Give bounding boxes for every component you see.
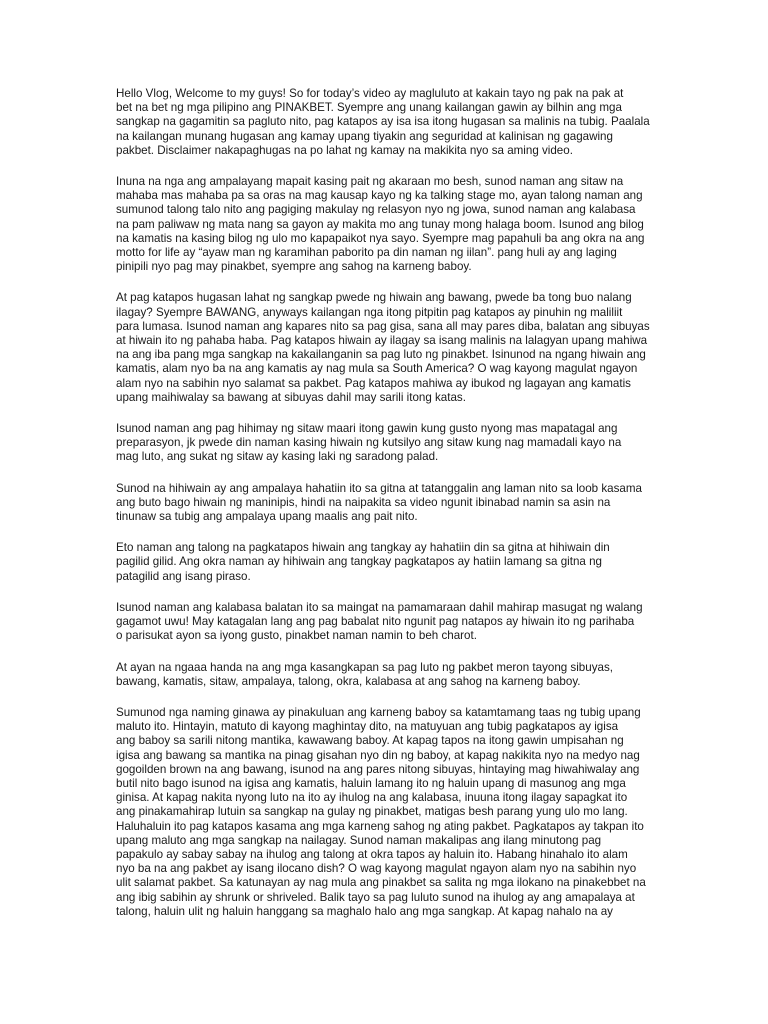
text-line: pinipili nyo pag may pinakbet, syempre ang sahog na karneng baboy. <box>116 260 472 274</box>
text-line: butil nito bago isunod na igisa ang kamatis, haluin lamang ito ng haluin upang di masunog ang mga <box>116 776 626 790</box>
text-line: Inuna na nga ang ampalayang mapait kasing pait ng akaraan mo besh, sunod naman ang sitaw na <box>116 175 624 189</box>
text-line: ang pinakamahirap lutuin sa sangkap na gulay ng pinakbet, matigas besh parang yung ulo mo lang. <box>116 805 628 819</box>
text-line: gagamot uwu! May katagalan lang ang pag babalat nito ngunit pag natapos ay hiwain ito ng parihaba <box>116 615 635 629</box>
paragraph-9 <box>116 706 656 919</box>
paragraph-5 <box>116 482 656 525</box>
text-line: o parisukat ayon sa iyong gusto, pinakbet naman namin to beh charot. <box>116 629 477 643</box>
text-line: na ang iba pang mga sangkap na kakailanganin sa pag luto ng pinakbet. Isinunod na ngang hiwain ang <box>116 348 646 362</box>
text-line: tinunaw sa tubig ang ampalaya upang maalis ang pait nito. <box>116 510 418 524</box>
text-line: mag luto, ang sukat ng sitaw ay kasing laki ng saradong palad. <box>116 450 439 464</box>
text-line: Sumunod nga naming ginawa ay pinakuluan ang karneng baboy sa katamtamang taas ng tubig upang <box>116 705 641 719</box>
text-line: Sunod na hihiwain ay ang ampalaya hahatiin ito sa gitna at tatanggalin ang laman nito sa loob kasama <box>116 481 642 495</box>
text-line: preparasyon, jk pwede din naman kasing hiwain ng kutsilyo ang sitaw kung nag mamadali kayo na <box>116 436 622 450</box>
text-line: maluto ito. Hintayin, matuto di kayong maghintay dito, na matuyuan ang tubig pagkatapos ay igisa <box>116 720 619 734</box>
text-line: nyo ba na ang pakbet ay isang ilocano dish? O wag kayong magulat ngayon alam nyo na sabihin nyo <box>116 862 637 876</box>
text-line: sangkap na gagamitin sa pagluto nito, pag katapos ay isa isa itong hugasan sa malinis na tubig. Paalala <box>116 115 650 129</box>
text-line: sumunod talong talo nito ang pagiging makulay ng relasyon nyo ng jowa, sunod naman ang kalabasa <box>116 203 636 217</box>
text-line: ang ibig sabihin ay shrunk or shriveled. Balik tayo sa pag luluto sunod na ihulog ay ang amapalaya at <box>116 890 635 904</box>
text-line: upang maluto ang mga sangkap na nailagay. Sunod naman makalipas ang ilang minutong pag <box>116 833 602 847</box>
text-line: Hello Vlog, Welcome to my guys! So for today’s video ay magluluto at kakain tayo ng pak na pak at <box>116 87 624 100</box>
text-line: Isunod naman ang kalabasa balatan ito sa maingat na pamamaraan dahil mahirap masugat ng walang <box>116 600 643 614</box>
document-body <box>116 87 656 936</box>
text-line: At ayan na ngaaa handa na ang mga kasangkapan sa pag luto ng pakbet meron tayong sibuyas, <box>116 660 613 674</box>
text-line: ginisa. At kapag nakita nyong luto na ito ay ihulog na ang kalabasa, inuuna itong ilagay sapagkat ito <box>116 791 628 805</box>
text-line: na kamatis na kasing bilog ng ulo mo kapapaikot nya sayo. Syempre mag papahuli ba ang okra na ang <box>116 231 645 245</box>
text-line: Haluhaluin ito pag katapos kasama ang mga karneng sahog ng ating pakbet. Pagkatapos ay takpan ito <box>116 819 644 833</box>
text-line: gogoilden brown na ang bawang, isunod na ang pares nitong sibuyas, hintaying mag hiwahiwalay ang <box>116 762 640 776</box>
text-line: ulit salamat pakbet. Sa katunayan ay nag mula ang pinakbet sa salita ng mga ilokano na pinakebbet na <box>116 876 646 890</box>
text-line: pagilid gilid. Ang okra naman ay hihiwain ang tangkay pagkatapos ay hatiin lamang sa gitna ng <box>116 555 602 569</box>
text-line: pakbet. Disclaimer nakapaghugas na po lahat ng kamay na makikita nyo sa aming video. <box>116 143 573 157</box>
paragraph-4 <box>116 422 656 465</box>
text-line: mahaba mas mahaba pa sa oras na mag kausap kayo ng ka talking stage mo, ayan talong naman ang <box>116 189 643 203</box>
text-line: ang buto bago hiwain ng maninipis, hindi na naipakita sa video ngunit ibinabad namin sa asin na <box>116 495 611 509</box>
text-line: At pag katapos hugasan lahat ng sangkap pwede ng hiwain ang bawang, pwede ba tong buo nalang <box>116 291 632 305</box>
text-line: para lumasa. Isunod naman ang kapares nito sa pag gisa, sana all may pares diba, balatan ang sibuyas <box>116 319 650 333</box>
text-line: bawang, kamatis, sitaw, ampalaya, talong, okra, kalabasa at ang sahog na karneng baboy. <box>116 674 581 688</box>
text-line: Isunod naman ang pag hihimay ng sitaw maari itong gawin kung gusto nyong mas mapatagal ang <box>116 422 618 436</box>
paragraph-8 <box>116 661 656 689</box>
text-line: ang baboy sa sarili nitong mantika, kawawang baboy. At kapag tapos na itong gawin umpisahan ng <box>116 734 624 748</box>
text-line: upang maihiwalay sa bawang at sibuyas dahil may sarili itong katas. <box>116 390 466 404</box>
text-line: ilagay? Syempre BAWANG, anyways kailangan nga itong pitpitin pag katapos ay pinuhin ng maliliit <box>116 305 623 319</box>
text-line: igisa ang bawang sa mantika na pinag gisahan nyo din ng baboy, at kapag nakikita nyo na medyo nag <box>116 748 640 762</box>
text-line: kamatis, alam nyo ba na ang kamatis ay nag mula sa South America? O wag kayong magulat ngayon <box>116 362 638 376</box>
paragraph-3 <box>116 291 656 405</box>
paragraph-6 <box>116 541 656 584</box>
text-line: patagilid ang isang piraso. <box>116 569 251 583</box>
text-line: motto for life ay “ayaw man ng karamihan paborito pa din naman ng iilan”. pang huli ay ang laging <box>116 246 617 260</box>
text-line: na kailangan munang hugasan ang kamay upang tiyakin ang seguridad at kalinisan ng gagawing <box>116 129 613 143</box>
text-line: talong, haluin ulit ng haluin hanggang sa maghalo halo ang mga sangkap. At kapag nahalo na ay <box>116 904 613 918</box>
text-line: papakulo ay sabay sabay na ihulog ang talong at okra tapos ay haluin ito. Habang hinahalo ito alam <box>116 847 628 861</box>
paragraph-2 <box>116 175 656 274</box>
text-line: alam nyo na sabihin nyo salamat sa pakbet. Pag katapos mahiwa ay ibukod ng lagayan ang kamatis <box>116 376 631 390</box>
text-line: at hiwain ito ng pahaba haba. Pag katapos hiwain ay ilagay sa isang malinis na lalagyan upang mahiwa <box>116 334 648 348</box>
text-line: Eto naman ang talong na pagkatapos hiwain ang tangkay ay hahatiin din sa gitna at hihiwain din <box>116 541 610 555</box>
paragraph-7 <box>116 601 656 644</box>
paragraph-1 <box>116 87 656 158</box>
text-line: bet na bet ng mga pilipino ang PINAKBET. Syempre ang unang kailangan gawin ay bilhin ang mga <box>116 101 622 115</box>
text-line: na pam paliwaw ng mata nang sa gayon ay makita mo ang tunay mong halaga boom. Isunod ang bilog <box>116 217 644 231</box>
